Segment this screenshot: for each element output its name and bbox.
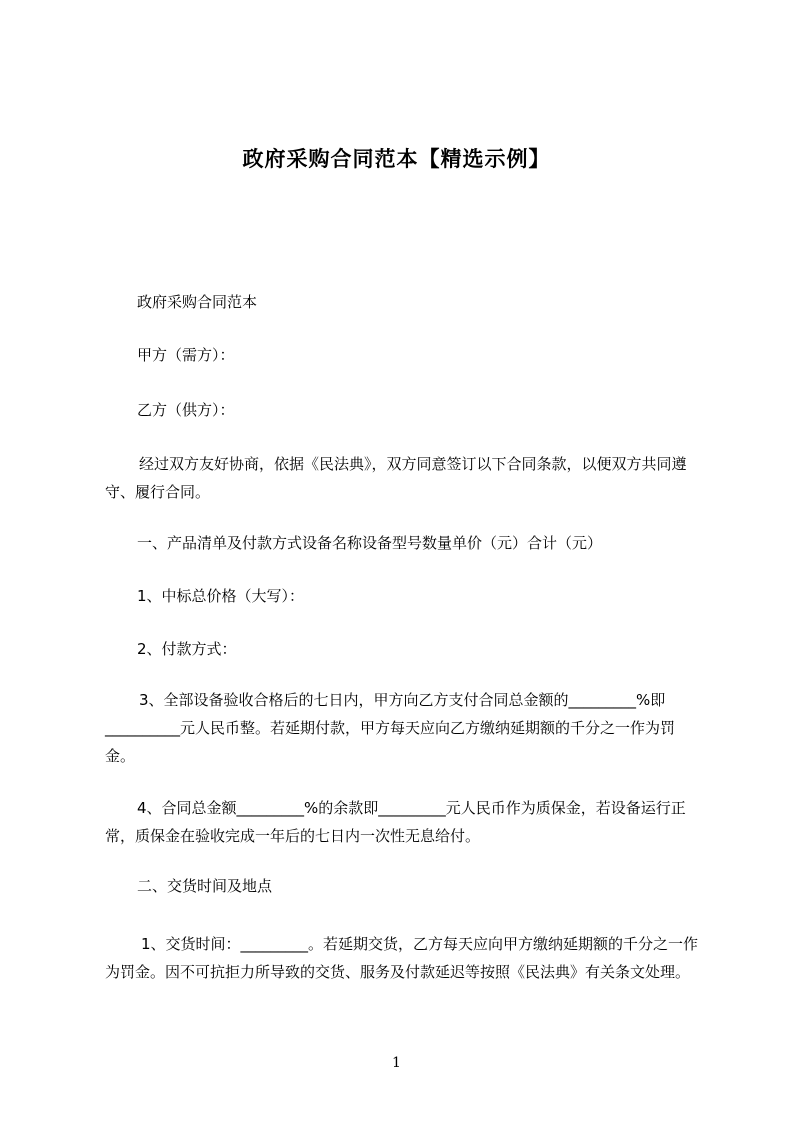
paragraph-item-1-1: 1、中标总价格（大写）： xyxy=(137,587,305,605)
paragraph-subtitle: 政府采购合同范本 xyxy=(137,293,258,311)
paragraph-party-a: 甲方（需方）： xyxy=(137,346,235,364)
paragraph-item-1-4: 4、合同总金额_________%的余款即_________元人民币作为质保金，若设备运行正常，质保金在验收完成一年后的七日内一次性无息给付。 xyxy=(105,799,686,845)
paragraph-item-2-1: 1、交货时间：_________。若延期交货，乙方每天应向甲方缴纳延期额的千分之一作为罚金。因不可抗拒力所导致的交货、服务及付款延迟等按照《民法典》有关条文处理。 xyxy=(105,935,699,981)
paragraph-item-1-2: 2、付款方式： xyxy=(137,640,237,658)
document-title: 政府采购合同范本【精选示例】 xyxy=(242,147,551,171)
paragraph-preamble: 经过双方友好协商，依据《民法典》，双方同意签订以下合同条款，以便双方共同遵守、履行合同。 xyxy=(105,455,687,501)
paragraph-section-1: 一、产品清单及付款方式设备名称设备型号数量单价（元）合计（元） xyxy=(137,534,603,552)
paragraph-section-2: 二、交货时间及地点 xyxy=(137,877,273,895)
paragraph-party-b: 乙方（供方）： xyxy=(137,401,235,419)
page-number: 1 xyxy=(392,1055,401,1071)
paragraph-item-1-3: 3、全部设备验收合格后的七日内，甲方向乙方支付合同总金额的_________%即__________元人民币整。若延期付款，甲方每天应向乙方缴纳延期额的千分之一作为罚金。 xyxy=(105,691,676,765)
